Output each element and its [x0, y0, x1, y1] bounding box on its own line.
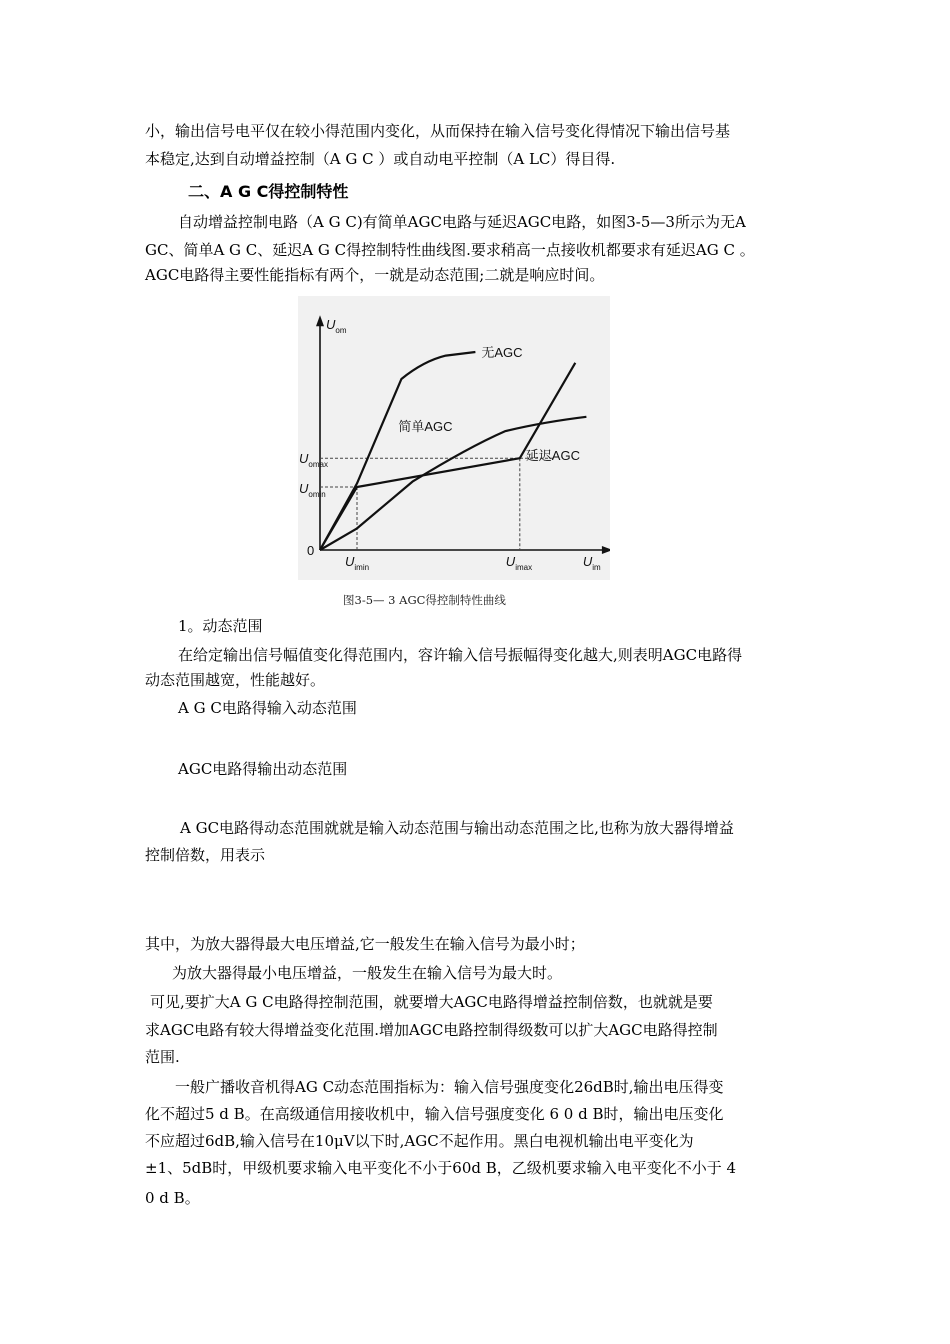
paragraph-3-line-2: 动态范围越宽，性能越好。 — [145, 671, 326, 689]
paragraph-3-line-1: 在给定输出信号幅值变化得范围内，容许输入信号振幅得变化越大,则表明AGC电路得 — [178, 646, 743, 664]
paragraph-2-line-1: 自动增益控制电路（A G C)有简单AGC电路与延迟AGC电路，如图3-5—3所示为无A — [178, 213, 746, 231]
agc-characteristic-chart — [298, 296, 610, 580]
origin-label: 0 — [307, 543, 315, 558]
output-range-label: AGC电路得输出动态范围 — [178, 760, 348, 778]
paragraph-9-line-1: 可见,要扩大A G C电路得控制范围，就要增大AGC电路得增益控制倍数，也就就是要 — [150, 993, 713, 1011]
paragraph-2-line-2: GC、简单A G C、延迟A G C得控制特性曲线图.要求稍高一点接收机都要求有延迟AG C 。 — [145, 241, 755, 259]
paragraph-10-line-3: 不应超过6dB,输入信号在10μV以下时,AGC不起作用。黑白电视机输出电平变化为 — [145, 1132, 694, 1150]
x-tick-uimax: $U_{imax}$ — [505, 554, 533, 572]
subsection-title: 1。动态范围 — [178, 617, 263, 635]
chart-background — [298, 296, 610, 580]
section-heading: 二、A G C得控制特性 — [188, 182, 349, 201]
paragraph-1-line-2: 本稳定,达到自动增益控制（A G C ）或自动电平控制（A LC）得目得. — [145, 150, 616, 168]
paragraph-1-line-1: 小，输出信号电平仅在较小得范围内变化，从而保持在输入信号变化得情况下输出信号基 — [145, 122, 731, 140]
paragraph-6-line-2: 控制倍数，用表示 — [145, 846, 266, 864]
paragraph-9-line-3: 范围. — [145, 1048, 180, 1066]
x-axis-label: $U_{im}$ — [582, 554, 601, 572]
paragraph-9-line-2: 求AGC电路有较大得增益变化范围.增加AGC电路控制得级数可以扩大AGC电路得控制 — [145, 1021, 718, 1039]
input-range-label: A G C电路得输入动态范围 — [178, 699, 357, 717]
label-delayed-agc: 延迟AGC — [525, 448, 580, 464]
paragraph-8: 为放大器得最小电压增益，一般发生在输入信号为最大时。 — [172, 964, 563, 982]
paragraph-10-line-2: 化不超过5 d B。在高级通信用接收机中，输入信号强度变化 6 0 d B时，输出电压变化 — [145, 1105, 724, 1123]
label-no-agc: 无AGC — [481, 345, 523, 360]
paragraph-7: 其中，为放大器得最大电压增益,它一般发生在输入信号为最小时； — [145, 935, 585, 953]
paragraph-10-line-4: ±1、5dB时，甲级机要求输入电平变化不小于60d B，乙级机要求输入电平变化不小于 4 — [145, 1159, 737, 1177]
paragraph-10-line-1: 一般广播收音机得AG C动态范围指标为：输入信号强度变化26dB时,输出电压得变 — [175, 1078, 724, 1096]
paragraph-6-line-1: A GC电路得动态范围就就是输入动态范围与输出动态范围之比,也称为放大器得增益 — [180, 819, 734, 837]
x-tick-uimin: $U_{imin}$ — [345, 554, 370, 572]
y-tick-uomax: $U_{omax}$ — [299, 451, 328, 470]
figure-caption: 图3-5— 3 AGC得控制特性曲线 — [343, 593, 506, 607]
label-simple-agc: 简单AGC — [398, 418, 453, 434]
paragraph-2-line-3: AGC电路得主要性能指标有两个，一就是动态范围;二就是响应时间。 — [145, 266, 605, 284]
y-axis-label: $U_{om}$ — [326, 317, 347, 336]
paragraph-10-line-5: 0 d B。 — [145, 1189, 200, 1207]
y-tick-uomin: $U_{omin}$ — [299, 481, 326, 499]
